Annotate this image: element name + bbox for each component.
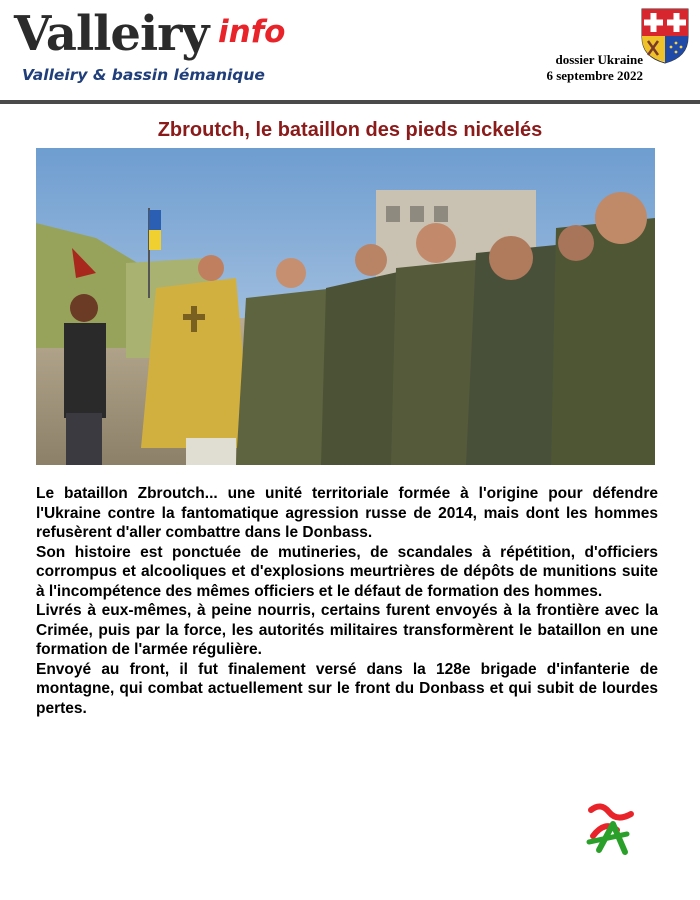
masthead bbox=[0, 0, 700, 100]
article-paragraph: Livrés à eux-mêmes, à peine nourris, certains furent envoyés à la frontière avec la Crimée, puis par la force, les autorités militaires transformèrent le bataillon en une formation de l'armée régulière. bbox=[36, 602, 658, 658]
logo-info: info bbox=[218, 14, 286, 50]
article-photo bbox=[36, 148, 655, 465]
article-paragraph: Le bataillon Zbroutch... une unité territoriale formée à l'origine pour défendre l'Ukraine contre la fantomatique agression russe de 2014, mais dont les hommes refusèrent d'aller combattre dans le Donbass. bbox=[36, 485, 658, 541]
signature-logo-icon bbox=[585, 800, 637, 856]
section-label: dossier Ukraine bbox=[555, 52, 643, 67]
header-divider bbox=[0, 100, 700, 104]
dossier-info bbox=[546, 52, 643, 84]
logo-main: Valleiry bbox=[14, 6, 209, 62]
issue-date: 6 septembre 2022 bbox=[546, 68, 643, 83]
article-body bbox=[36, 484, 658, 718]
tagline: Valleiry & bassin lémanique bbox=[22, 66, 265, 84]
article-paragraph: Son histoire est ponctuée de mutineries, de scandales à répétition, d'officiers corrompus et alcooliques et d'explosions meurtrières de dépôts de munitions suite à l'incompétence des mêmes officiers et le défaut de formation des hommes. bbox=[36, 543, 658, 600]
article-paragraph: Envoyé au front, il fut finalement versé dans la 128e brigade d'infanterie de montagne, qui combat actuellement sur le front du Donbass et qui subit de lourdes pertes. bbox=[36, 660, 658, 717]
article-headline: Zbroutch, le bataillon des pieds nickelés bbox=[157, 119, 543, 141]
coat-of-arms-icon bbox=[640, 7, 690, 65]
